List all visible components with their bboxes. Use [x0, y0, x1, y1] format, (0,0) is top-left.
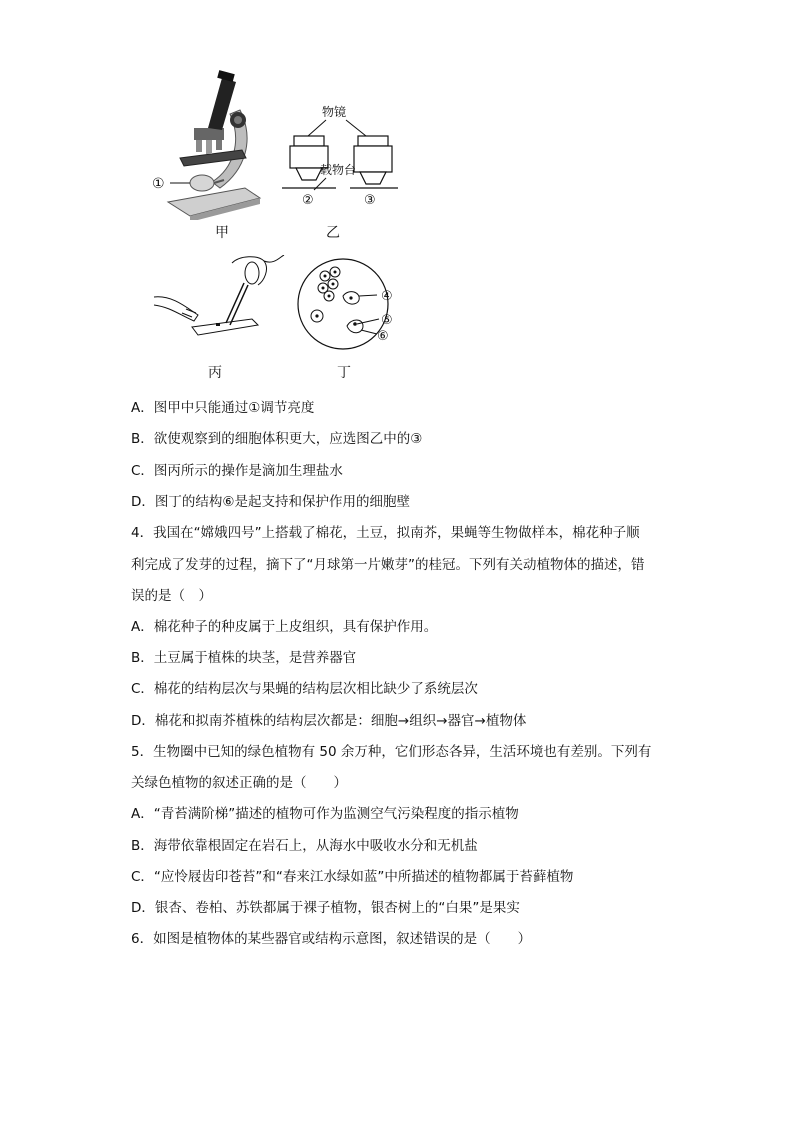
label-3: ③ [364, 193, 376, 208]
microscope-figure [150, 70, 270, 220]
caption-bing: 丙 [208, 365, 222, 381]
question-line: 5．生物圈中已知的绿色植物有 50 余万种，它们形态各异，生活环境也有差别。下列有 [131, 744, 652, 760]
label-6: ⑥ [377, 329, 389, 344]
stage-label: 载物台 [320, 163, 357, 177]
caption-yi: 乙 [326, 225, 340, 241]
objectives-figure [280, 100, 400, 210]
option-line: D．棉花和拟南芥植株的结构层次都是：细胞→组织→器官→植物体 [131, 713, 527, 729]
option-line: A．图甲中只能通过①调节亮度 [131, 400, 315, 416]
option-line: D．图丁的结构⑥是起支持和保护作用的细胞壁 [131, 494, 410, 510]
label-4: ④ [381, 289, 393, 304]
question-line: 4．我国在“嫦娥四号”上搭载了棉花，土豆，拟南芥，果蝇等生物做样本，棉花种子顺 [131, 525, 640, 541]
option-line: B．欲使观察到的细胞体积更大，应选图乙中的③ [131, 431, 423, 447]
option-line: C．图丙所示的操作是滴加生理盐水 [131, 463, 343, 479]
option-line: C．棉花的结构层次与果蝇的结构层次相比缺少了系统层次 [131, 681, 478, 697]
option-line: C．“应怜屐齿印苍苔”和“春来江水绿如蓝”中所描述的植物都属于苔藓植物 [131, 869, 574, 885]
caption-ding: 丁 [337, 365, 351, 381]
option-line: D．银杏、卷柏、苏铁都属于裸子植物，银杏树上的“白果”是果实 [131, 900, 520, 916]
option-line: A．“青苔满阶梯”描述的植物可作为监测空气污染程度的指示植物 [131, 806, 519, 822]
option-line: B．海带依靠根固定在岩石上，从海水中吸收水分和无机盐 [131, 838, 478, 854]
caption-jia: 甲 [215, 225, 229, 241]
dropper-figure [152, 255, 287, 340]
question-line: 关绿色植物的叙述正确的是（ ） [131, 775, 347, 791]
question-line: 6．如图是植物体的某些器官或结构示意图，叙述错误的是（ ） [131, 931, 532, 947]
question-line: 误的是（ ） [131, 588, 212, 604]
label-2: ② [302, 193, 314, 208]
label-5: ⑤ [381, 313, 393, 328]
option-line: B．土豆属于植株的块茎，是营养器官 [131, 650, 357, 666]
question-line: 利完成了发芽的过程，摘下了“月球第一片嫩芽”的桂冠。下列有关动植物体的描述，错 [131, 557, 645, 573]
lens-label: 物镜 [322, 105, 347, 119]
cells-figure [295, 258, 410, 353]
label-1: ① [152, 176, 165, 192]
option-line: A．棉花种子的种皮属于上皮组织，具有保护作用。 [131, 619, 438, 635]
